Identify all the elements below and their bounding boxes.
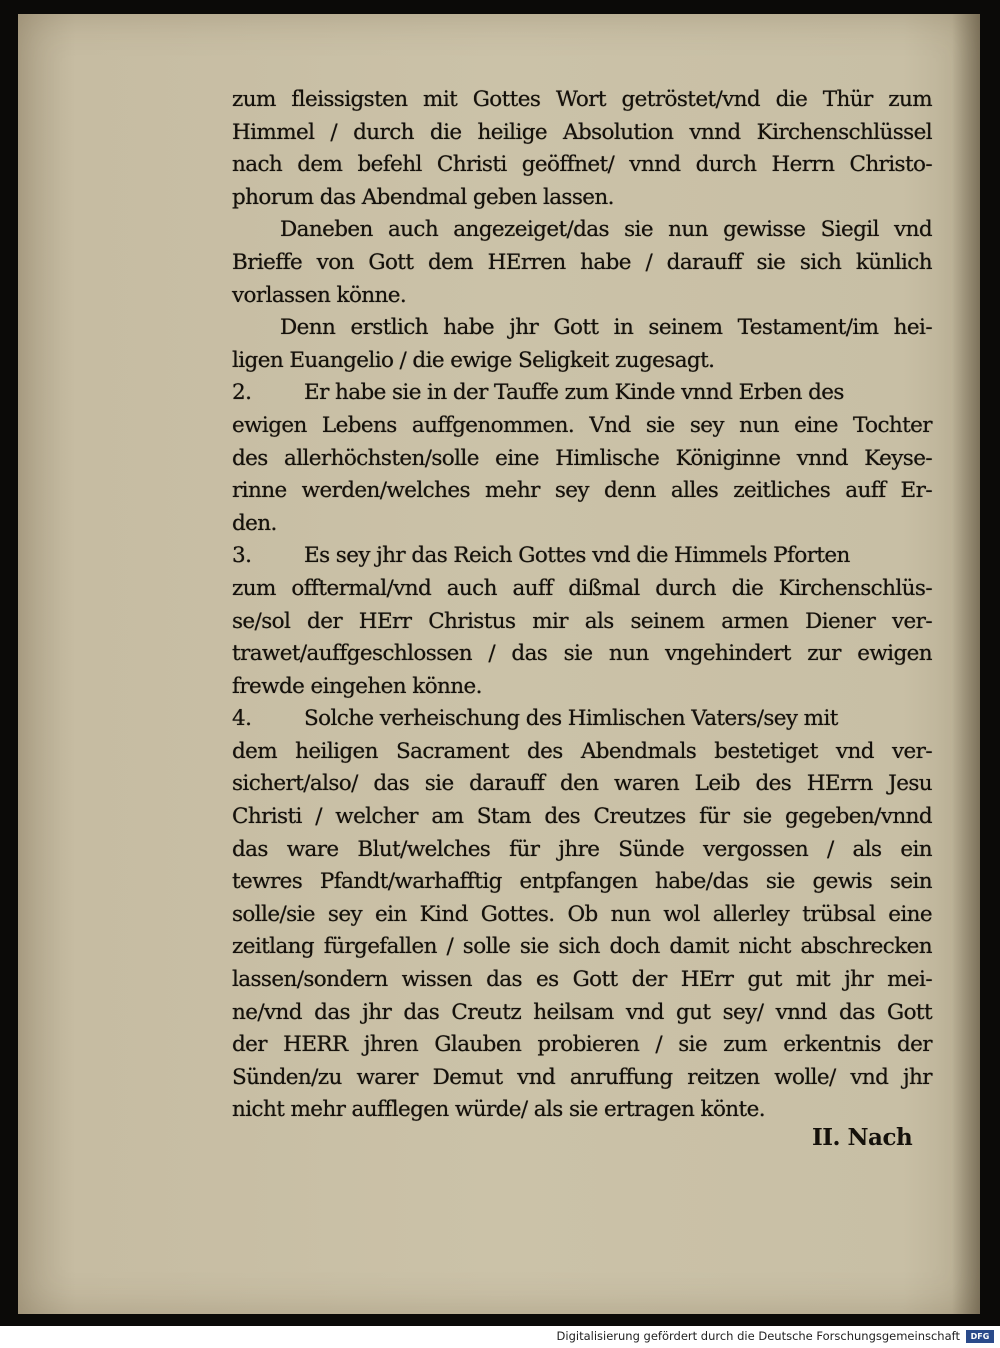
text-line: rinne werden/welches mehr sey denn alles zeitliches auff Er- [232, 478, 932, 504]
text-line: ne/vnd das jhr das Creutz heilsam vnd gut sey/ vnnd das Gott [232, 999, 932, 1025]
text-line: Himmel / durch die heilige Absolution vnnd Kirchenschlüssel [232, 119, 932, 145]
text-line: Es sey jhr das Reich Gottes vnd die Himmels Pforten [304, 543, 850, 569]
text-line: der HERR jhren Glauben probieren / sie zum erkentnis der [232, 1032, 932, 1058]
item-number: 4. [232, 706, 252, 732]
text-line: dem heiligen Sacrament des Abendmals bestetiget vnd ver- [232, 738, 932, 764]
text-line: den. [232, 510, 277, 536]
text-line: Daneben auch angezeiget/das sie nun gewisse Siegil vnd [280, 217, 932, 243]
text-line: phorum das Abendmal geben lassen. [232, 184, 614, 210]
text-line: nicht mehr aufflegen würde/ als sie ertragen könte. [232, 1097, 765, 1123]
numbered-line [232, 703, 932, 736]
text-line: Solche verheischung des Himlischen Vaters/sey mit [304, 706, 838, 732]
text-line: zum offtermal/vnd auch auff dißmal durch die Kirchenschlüs- [232, 575, 932, 601]
text-line: Sünden/zu warer Demut vnd anruffung reitzen wolle/ vnd jhr [232, 1064, 932, 1090]
item-number: 3. [232, 543, 252, 569]
footer-bar [0, 1326, 1000, 1348]
text-line: des allerhöchsten/solle eine Himlische Königinne vnnd Keyse- [232, 445, 932, 471]
text-line: zeitlang fürgefallen / solle sie sich doch damit nicht abschrecken [232, 934, 932, 960]
text-line: Denn erstlich habe jhr Gott in seinem Testament/im hei- [280, 315, 932, 341]
text-line: sichert/also/ das sie darauff den waren Leib des HErrn Jesu [232, 771, 932, 797]
dfg-logo: DFG [966, 1330, 994, 1343]
text-block [232, 84, 932, 1127]
text-line: zum fleissigsten mit Gottes Wort getröstet/vnd die Thür zum [232, 87, 932, 112]
text-line: tewres Pfandt/warhafftig entpfangen habe/das sie gewis sein [232, 869, 932, 895]
text-line: ewigen Lebens auffgenommen. Vnd sie sey nun eine Tochter [232, 412, 932, 438]
numbered-line [232, 377, 932, 410]
funding-credit: Digitalisierung gefördert durch die Deutsche Forschungsgemeinschaft [556, 1329, 960, 1343]
text-line: das ware Blut/welches für jhre Sünde vergossen / als ein [232, 836, 932, 862]
text-line: Er habe sie in der Tauffe zum Kinde vnnd Erben des [304, 380, 844, 406]
numbered-line [232, 540, 932, 573]
text-line: se/sol der HErr Christus mir als seinem armen Diener ver- [232, 608, 932, 634]
text-line: Christi / welcher am Stam des Creutzes für sie gegeben/vnnd [232, 804, 932, 830]
text-line: solle/sie sey ein Kind Gottes. Ob nun wol allerley trübsal eine [232, 901, 932, 927]
catchword: II. Nach [812, 1124, 913, 1151]
text-line: Brieffe von Gott dem HErren habe / darauff sie sich künlich [232, 249, 932, 275]
text-line: nach dem befehl Christi geöffnet/ vnnd durch Herrn Christo- [232, 152, 932, 178]
gutter-shadow [952, 14, 980, 1314]
text-line: vorlassen könne. [232, 282, 407, 308]
text-line: frewde eingehen könne. [232, 673, 482, 699]
item-number: 2. [232, 380, 252, 406]
text-line: trawet/auffgeschlossen / das sie nun vngehindert zur ewigen [232, 641, 932, 667]
text-line: ligen Euangelio / die ewige Seligkeit zugesagt. [232, 347, 715, 373]
text-line: lassen/sondern wissen das es Gott der HErr gut mit jhr mei- [232, 967, 932, 993]
